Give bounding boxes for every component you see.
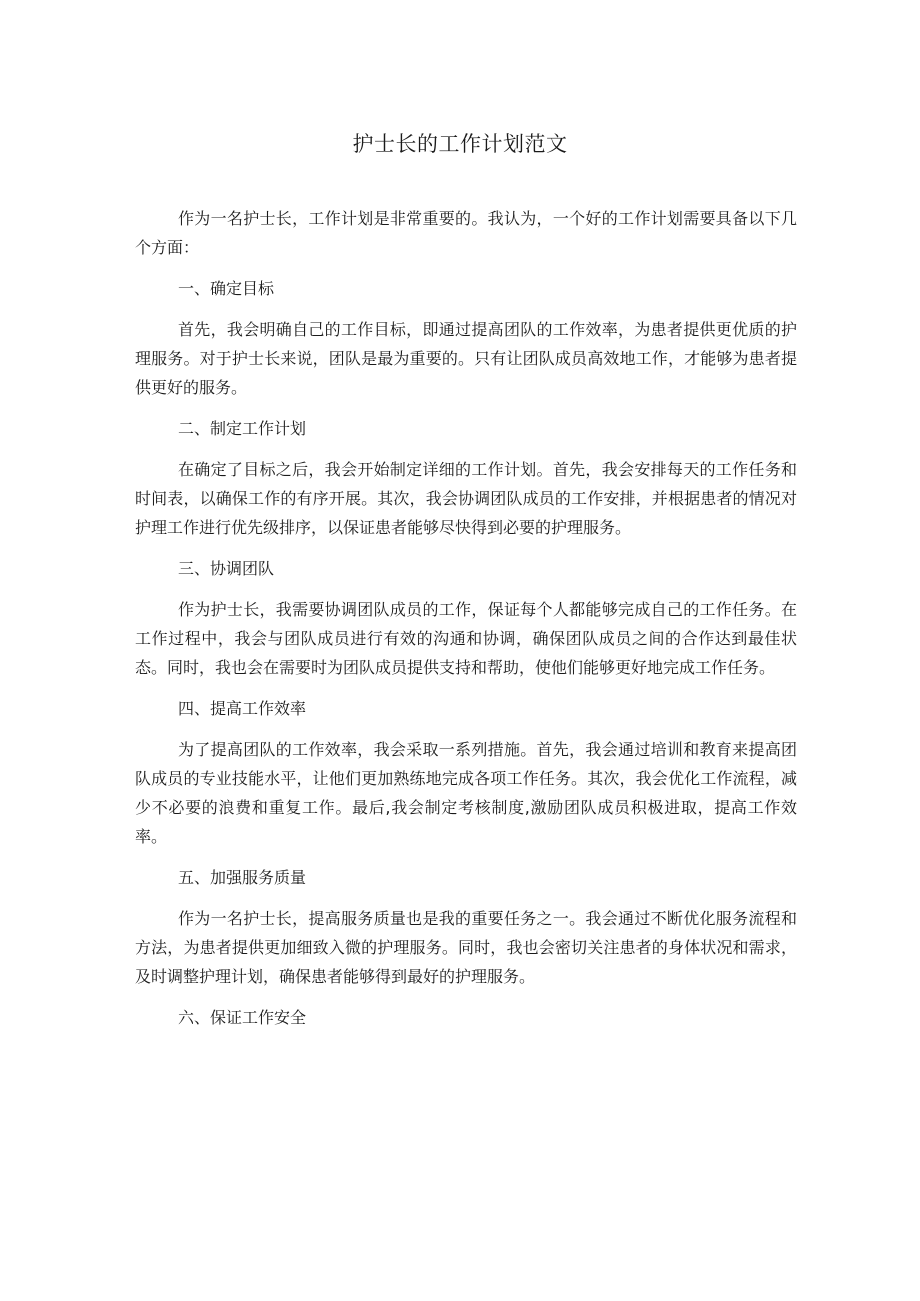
section-paragraph: 在确定了目标之后，我会开始制定详细的工作计划。首先，我会安排每天的工作任务和时间表，以确保工作的有序开展。其次，我会协调团队成员的工作安排，并根据患者的情况对护理工作进行优先级排序，以保证患者能够尽快得到必要的护理服务。 [135,460,797,537]
section-heading: 三、协调团队 [178,559,275,578]
section-2 [135,414,797,542]
document-body [135,204,797,1044]
section-heading: 一、确定目标 [178,279,275,298]
section-paragraph: 作为一名护士长，提高服务质量也是我的重要任务之一。我会通过不断优化服务流程和方法，为患者提供更加细致入微的护理服务。同时，我也会密切关注患者的身体状况和需求，及时调整护理计划，确保患者能够得到最好的护理服务。 [135,909,797,986]
section-heading: 四、提高工作效率 [178,699,307,718]
section-heading: 六、保证工作安全 [178,1008,307,1027]
section-paragraph: 为了提高团队的工作效率，我会采取一系列措施。首先，我会通过培训和教育来提高团队成员的专业技能水平，让他们更加熟练地完成各项工作任务。其次，我会优化工作流程，减少不必要的浪费和重复工作。最后,我会制定考核制度,激励团队成员积极进取，提高工作效率。 [135,740,797,846]
intro-paragraph: 作为一名护士长，工作计划是非常重要的。我认为，一个好的工作计划需要具备以下几个方面： [135,209,797,257]
section-paragraph: 首先，我会明确自己的工作目标，即通过提高团队的工作效率，为患者提供更优质的护理服务。对于护士长来说，团队是最为重要的。只有让团队成员高效地工作，才能够为患者提供更好的服务。 [135,320,797,397]
section-3 [135,554,797,682]
section-paragraph: 作为护士长，我需要协调团队成员的工作，保证每个人都能够完成自己的工作任务。在工作过程中，我会与团队成员进行有效的沟通和协调，确保团队成员之间的合作达到最佳状态。同时，我也会在需要时为团队成员提供支持和帮助，使他们能够更好地完成工作任务。 [135,600,797,677]
section-6 [135,1003,797,1032]
section-5 [135,863,797,991]
section-heading: 五、加强服务质量 [178,868,307,887]
section-1 [135,274,797,402]
section-heading: 二、制定工作计划 [178,419,307,438]
document-title: 护士长的工作计划范文 [352,132,568,156]
section-4 [135,694,797,851]
